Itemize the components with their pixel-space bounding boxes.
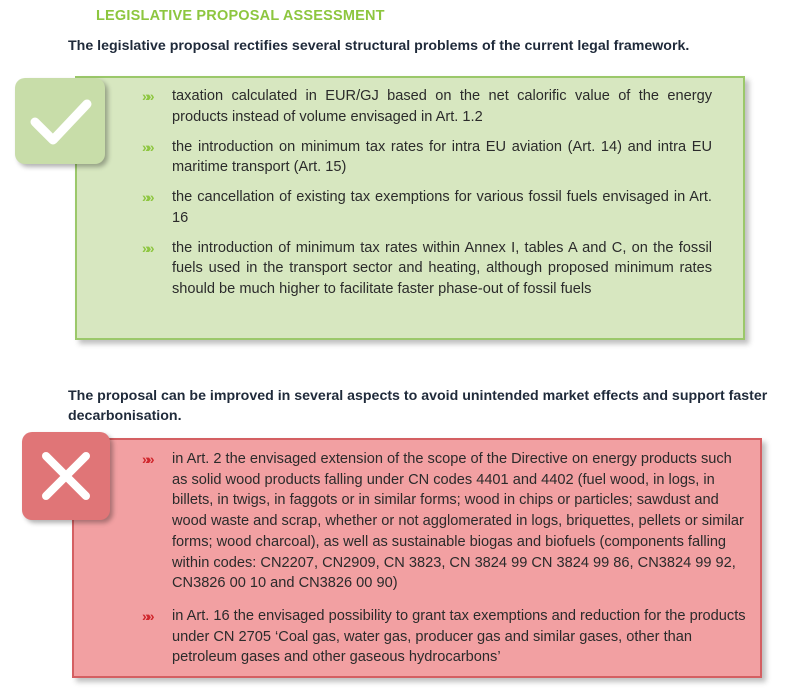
cross-icon — [22, 432, 110, 520]
bullet-icon: »» — [142, 138, 152, 155]
bullet-icon: »» — [142, 88, 152, 104]
positives-list — [142, 86, 712, 309]
list-item: »» the introduction on minimum tax rates for intra EU aviation (Art. 14) and intra EU maritime transport (Art. 15) — [142, 138, 712, 175]
list-item: »» in Art. 2 the envisaged extension of the scope of the Directive on energy products such as solid wood products falling under CN codes 4401 and 4402 (fuel wood, in logs, in billets, in twigs, in faggots or in similar forms; wood in chips or particles; sawdust and wood waste and scrap, whether or not agglomerated in logs, briquettes, pellets or similar forms; wood charcoal), as well as sustainable biogas and biofuels (components falling within codes: CN2207, CN2909, CN 3823, CN 3824 99 CN 3824 99 86, CN3824 99 92, CN3826 00 10 and CN3826 00 90) — [142, 451, 744, 592]
section-title: LEGISLATIVE PROPOSAL ASSESSMENT — [96, 8, 385, 24]
list-item: »» the cancellation of existing tax exemptions for various fossil fuels envisaged in Art. 16 — [142, 189, 712, 226]
bullet-icon: »» — [142, 607, 152, 624]
bullet-icon: »» — [142, 451, 152, 467]
list-item: »» the introduction of minimum tax rates within Annex I, tables A and C, on the fossil fuels used in the transport sector and heating, although proposed minimum rates should be much higher to facilitate faster phase-out of fossil fuels — [142, 239, 712, 297]
lead-text: The legislative proposal rectifies several structural problems of the current legal framework. — [68, 38, 690, 54]
improvement-text: The proposal can be improved in several aspects to avoid unintended market effects and support faster decarbonisation. — [68, 388, 768, 424]
bullet-icon: »» — [142, 239, 152, 256]
negatives-list — [142, 449, 747, 680]
check-icon — [15, 78, 105, 164]
bullet-icon: »» — [142, 189, 152, 205]
list-item: »» taxation calculated in EUR/GJ based on the net calorific value of the energy products instead of volume envisaged in Art. 1.2 — [142, 88, 712, 125]
list-item: »» in Art. 16 the envisaged possibility to grant tax exemptions and reduction for the products under CN 2705 ‘Coal gas, water gas, producer gas and similar gases, other than petroleum gases and other gaseous hydrocarbons’ — [142, 607, 746, 666]
